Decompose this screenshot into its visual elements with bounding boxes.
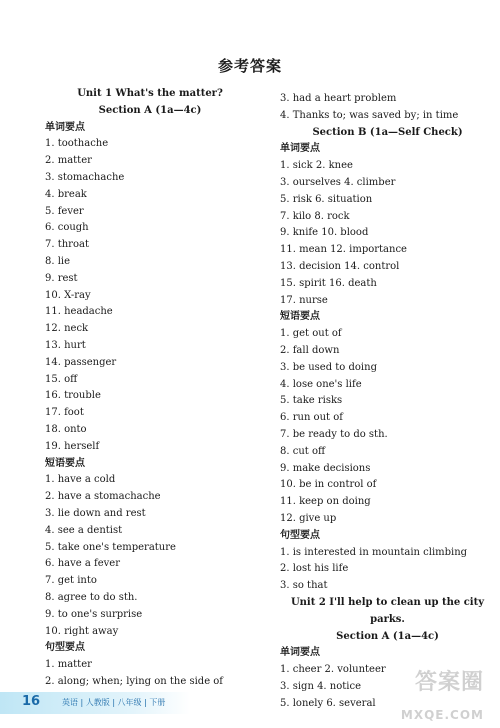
answer-item: 5. lonely 6. several [280, 697, 376, 709]
answer-item: 2. fall down [280, 344, 340, 356]
answer-item: 7. throat [45, 239, 89, 251]
answer-item: 17. foot [45, 407, 84, 419]
answer-item: 10. be in control of [280, 479, 377, 491]
answer-item: 10. X-ray [45, 289, 91, 301]
section-title: Section B (1a—Self Check) [312, 126, 463, 138]
answer-item: 2. lost his life [280, 563, 349, 575]
answer-item: 3. sign 4. notice [280, 680, 361, 692]
answer-item: 17. nurse [280, 294, 328, 306]
page-number: 16 [22, 694, 41, 709]
section-heading: 单词要点 [45, 121, 85, 133]
section-heading: 短语要点 [45, 457, 85, 469]
answer-item: 14. passenger [45, 356, 117, 368]
section-title: Section A (1a—4c) [98, 104, 202, 116]
answer-item: 11. headache [45, 306, 113, 318]
answer-item: 1. cheer 2. volunteer [280, 664, 386, 676]
answer-item: 15. off [45, 373, 78, 385]
unit-title: Unit 1 What's the matter? [77, 88, 223, 99]
answer-item: 10. right away [45, 625, 119, 637]
book-info: 英语 | 人教版 | 八年级 | 下册 [62, 698, 166, 707]
answer-item: 6. have a fever [45, 558, 120, 570]
unit-title: Unit 2 I'll help to clean up the city parks. [290, 596, 485, 625]
right-column [280, 91, 495, 712]
answer-item: 7. kilo 8. rock [280, 210, 350, 222]
answer-item: 3. stomachache [45, 171, 125, 183]
answer-item: 8. lie [45, 255, 71, 267]
answer-item: 1. sick 2. knee [280, 160, 353, 172]
section-heading: 句型要点 [45, 642, 85, 654]
answer-item: 3. had a heart problem [280, 93, 397, 104]
answer-item: 7. get into [45, 575, 97, 587]
answer-item: 5. take one's temperature [45, 541, 176, 553]
answer-item: 9. make decisions [280, 462, 371, 474]
answer-item: 4. break [45, 188, 87, 200]
answer-item: 13. decision 14. control [280, 260, 400, 272]
section-heading: 单词要点 [280, 647, 320, 659]
answer-item: 5. risk 6. situation [280, 193, 373, 205]
answer-item: 9. knife 10. blood [280, 227, 369, 239]
answer-item: 9. to one's surprise [45, 608, 143, 620]
answer-item: 3. so that [280, 580, 328, 592]
page-title: 参考答案 [217, 57, 282, 75]
answer-item: 8. agree to do sth. [45, 591, 138, 603]
answer-item: 6. cough [45, 222, 89, 234]
answer-item: 12. neck [45, 323, 89, 335]
answer-item: 3. lie down and rest [45, 507, 146, 519]
answer-item: 11. keep on doing [280, 496, 371, 508]
answer-item: 2. matter [45, 155, 92, 167]
answer-item: 3. ourselves 4. climber [280, 176, 396, 188]
section-title: Section A (1a—4c) [336, 630, 439, 642]
answer-item: 7. be ready to do sth. [280, 428, 388, 440]
answer-item: 1. have a cold [45, 474, 116, 486]
answer-item: 11. mean 12. importance [280, 244, 407, 256]
answer-item: 18. onto [45, 423, 87, 435]
answer-item: 15. spirit 16. death [280, 277, 377, 289]
answer-item: 4. Thanks to; was saved by; in time [280, 109, 459, 121]
answer-item: 5. take risks [280, 395, 343, 407]
section-heading: 短语要点 [280, 311, 320, 323]
answer-item: 19. herself [45, 440, 100, 452]
answer-item: 8. cut off [280, 445, 326, 457]
answer-item: 4. see a dentist [45, 524, 123, 536]
answer-item: 5. fever [45, 205, 84, 217]
left-column [45, 86, 255, 691]
answer-item: 2. have a stomachache [45, 491, 161, 503]
answer-item: 1. matter [45, 659, 92, 671]
section-heading: 句型要点 [280, 529, 320, 541]
answer-item: 12. give up [280, 512, 337, 524]
answer-item: 1. get out of [280, 328, 342, 340]
answer-item: 2. along; when; lying on the side of [45, 675, 224, 687]
watermark-logo: 答案圈 [414, 670, 484, 695]
answer-item: 6. run out of [280, 412, 343, 424]
answer-item: 16. trouble [45, 390, 101, 402]
answer-item: 13. hurt [45, 339, 86, 351]
answer-item: 1. toothache [45, 138, 109, 150]
answer-item: 4. lose one's life [280, 378, 362, 390]
section-heading: 单词要点 [280, 143, 320, 155]
answer-item: 1. is interested in mountain climbing [280, 546, 468, 558]
watermark-site: MXQE.COM [400, 708, 484, 722]
answer-item: 3. be used to doing [280, 361, 377, 373]
answer-item: 9. rest [45, 272, 78, 284]
